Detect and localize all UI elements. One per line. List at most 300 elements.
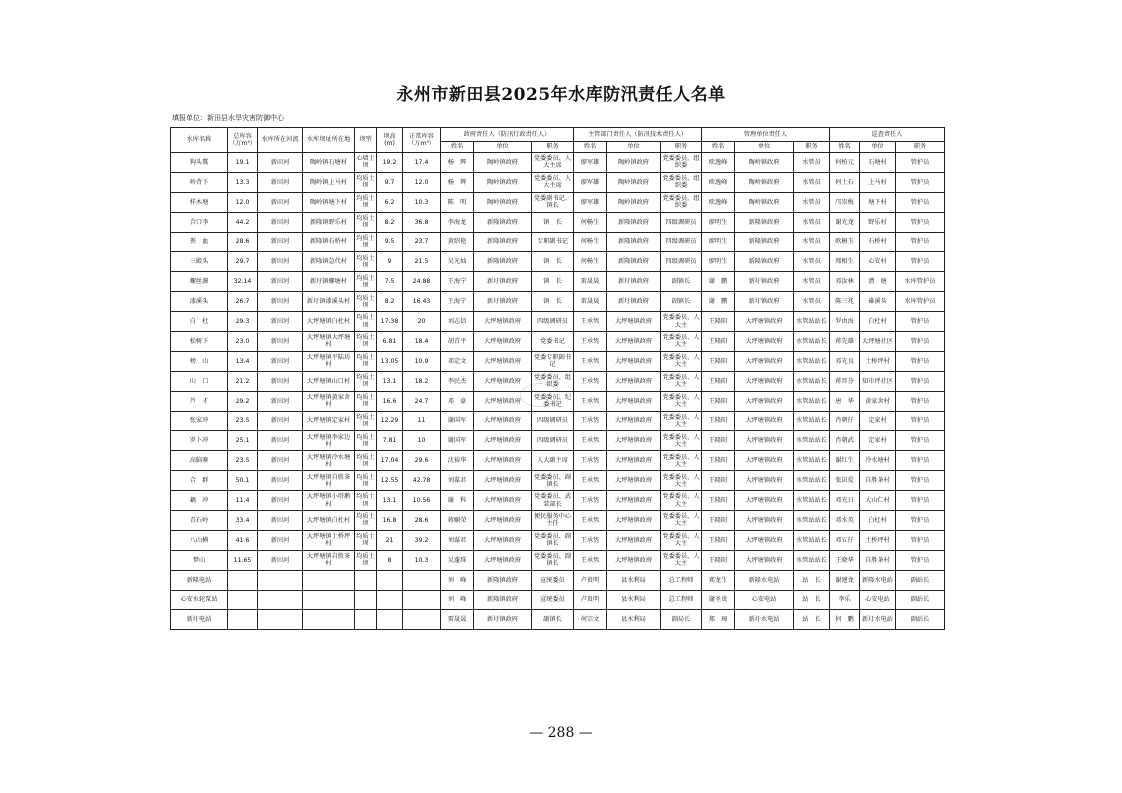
table-row (171, 431, 945, 451)
table-cell: 管护员 (896, 391, 945, 411)
table-cell: 刘谋君 (441, 471, 474, 491)
table-cell: 陶岭镇政府 (474, 192, 532, 212)
table-cell: 狗头冀 (171, 153, 228, 173)
table-cell: 新田河 (258, 391, 303, 411)
header-dept: 主管部门责任人（防汛技术责任人） (574, 128, 702, 142)
table-cell: 新圩镇政府 (735, 272, 794, 292)
table-cell: 23.5 (228, 451, 258, 471)
table-cell: 邝崇梅 (830, 192, 860, 212)
table-cell: 谢 鹏 (702, 272, 735, 292)
table-cell: 新田河 (258, 530, 303, 550)
table-cell: 16.43 (403, 292, 441, 312)
table-cell: 党委委员、人大主席 (532, 172, 574, 192)
table-cell: 水管员 (794, 232, 830, 252)
table-cell: 大坪塘镇政府 (735, 332, 794, 352)
table-cell: 水管站站长 (794, 371, 830, 391)
table-cell: 党委委员、人大主 (661, 351, 702, 371)
table-cell: 四级调研员 (532, 312, 574, 332)
table-cell: 大坪塘镇冷水塘村 (303, 451, 355, 471)
table-cell: 均质土坝 (355, 292, 377, 312)
table-cell: 党委委员、人大主 (661, 371, 702, 391)
table-cell: 杨 辉 (441, 172, 474, 192)
table-cell: 大坪塘镇政府 (735, 471, 794, 491)
table-row (171, 451, 945, 471)
table-cell: 新隆水电站 (735, 570, 794, 590)
table-cell: 党委委员、组织委 (661, 172, 702, 192)
table-cell: 大坪塘镇政府 (735, 312, 794, 332)
table-cell: 41.6 (228, 530, 258, 550)
table-cell: 管护员 (896, 511, 945, 531)
table-cell: 高脑寨 (171, 451, 228, 471)
table-row (171, 252, 945, 272)
table-cell: 新田河 (258, 451, 303, 471)
table-cell: 管护员 (896, 530, 945, 550)
table-cell: 28.6 (403, 511, 441, 531)
table-cell: 大坪塘镇政府 (607, 411, 661, 431)
table-cell: 蒋先雄 (830, 332, 860, 352)
table-cell (355, 570, 377, 590)
table-cell: 党委委员、组织委 (661, 153, 702, 173)
table-cell (258, 590, 303, 610)
table-cell: 23.7 (403, 232, 441, 252)
table-cell: 9.5 (377, 232, 403, 252)
table-cell: 邓 豪 (441, 391, 474, 411)
table-cell: 大坪塘镇政府 (474, 351, 532, 371)
table-cell: 大坪塘镇政府 (607, 312, 661, 332)
table-cell: 42.78 (403, 471, 441, 491)
table-cell: 12.55 (377, 471, 403, 491)
table-cell: 廖明生 (702, 252, 735, 272)
table-cell: 均质土坝 (355, 232, 377, 252)
table-cell: 管护员 (896, 451, 945, 471)
table-row (171, 292, 945, 312)
table-cell: 均质土坝 (355, 312, 377, 332)
table-cell: 新圩镇政府 (474, 610, 532, 630)
table-cell: 副镇长 (661, 292, 702, 312)
table-cell: 24.88 (403, 272, 441, 292)
table-cell: 36.8 (403, 212, 441, 232)
table-cell: 均质土坝 (355, 411, 377, 431)
table-cell: 大坪塘镇政府 (735, 371, 794, 391)
header-capacity: 总库容（万m³） (228, 128, 258, 153)
header-name: 水库名称 (171, 128, 228, 153)
table-cell: 便民服务中心主任 (532, 511, 574, 531)
table-cell (377, 570, 403, 590)
table-cell: 王承隽 (574, 530, 607, 550)
table-cell: 定家村 (860, 431, 896, 451)
table-cell: 肖朝仔 (830, 411, 860, 431)
header-mgmt: 管理单位责任人 (702, 128, 830, 142)
table-cell: 大坪塘镇自胜茶村 (303, 471, 355, 491)
table-cell: 罗卜冲 (171, 431, 228, 451)
table-cell: 新田河 (258, 192, 303, 212)
table-cell: 何柏元 (830, 153, 860, 173)
table-cell: 党委委员、副镇长 (532, 550, 574, 570)
table-cell: 何宗文 (574, 610, 607, 630)
table-cell: 新圩镇政府 (474, 272, 532, 292)
table-cell: 13.05 (377, 351, 403, 371)
table-cell (228, 590, 258, 610)
table-cell: 碓溪头 (860, 292, 896, 312)
table-cell: 岭背下 (171, 172, 228, 192)
table-cell: 水管站站长 (794, 391, 830, 411)
header-height: 坝高(m) (377, 128, 403, 153)
table-cell: 梦山 (171, 550, 228, 570)
table-cell: 均质土坝 (355, 431, 377, 451)
table-cell: 王承隽 (574, 312, 607, 332)
table-cell: 黄绍艳 (441, 232, 474, 252)
table-cell: 党委委员、人大主 (661, 530, 702, 550)
table-cell: 王承隽 (574, 511, 607, 531)
subheader-unit: 单位 (474, 142, 532, 153)
table-cell: 29.7 (228, 252, 258, 272)
table-cell: 大坪塘镇政府 (474, 451, 532, 471)
table-cell: 管护员 (896, 212, 945, 232)
table-cell: 20 (403, 312, 441, 332)
table-row (171, 351, 945, 371)
table-cell: 水管员 (794, 212, 830, 232)
table-cell: 新田河 (258, 471, 303, 491)
page-number: — 288 — (529, 725, 593, 741)
table-cell: 谢国军 (441, 411, 474, 431)
table-cell: 新隆水电站 (860, 570, 896, 590)
table-cell: 管护员 (896, 172, 945, 192)
table-cell: 县水利局 (607, 610, 661, 630)
table-cell: 均质土坝 (355, 172, 377, 192)
subheader-unit: 单位 (735, 142, 794, 153)
table-cell: 10.56 (403, 491, 441, 511)
table-cell: 石桥村 (860, 232, 896, 252)
table-cell: 心安电站 (735, 590, 794, 610)
table-cell: 副镇长 (532, 610, 574, 630)
table-cell: 王隆阳 (702, 391, 735, 411)
table-cell: 均质土坝 (355, 252, 377, 272)
table-cell: 新圩电站 (171, 610, 228, 630)
table-body (171, 153, 945, 630)
table-cell: 管护员 (896, 232, 945, 252)
table-cell: 25.1 (228, 431, 258, 451)
table-cell: 四级调研员 (532, 431, 574, 451)
table-cell: 新田河 (258, 252, 303, 272)
subheader-post: 职务 (532, 142, 574, 153)
table-cell: 水管员 (794, 153, 830, 173)
table-row (171, 192, 945, 212)
table-cell: 党委委员、人大主 (661, 411, 702, 431)
table-cell: 陶岭镇政府 (607, 153, 661, 173)
table-cell: 大坪塘镇政府 (607, 530, 661, 550)
table-cell: 大坪塘镇政府 (474, 371, 532, 391)
table-cell: 18.4 (403, 332, 441, 352)
table-cell: 新隆镇政府 (474, 212, 532, 232)
table-cell: 八山横 (171, 530, 228, 550)
table-cell: 邓五仔 (830, 530, 860, 550)
table-cell (403, 590, 441, 610)
table-cell: 宣统委员 (532, 570, 574, 590)
table-cell: 王隆阳 (702, 550, 735, 570)
table-cell: 大坪塘镇小塔鹅村 (303, 491, 355, 511)
table-cell: 13.3 (228, 172, 258, 192)
table-cell: 党委委员、人大主 (661, 312, 702, 332)
table-cell: 均质土坝 (355, 451, 377, 471)
table-cell: 副站长 (896, 610, 945, 630)
table-cell: 人大副主席 (532, 451, 574, 471)
table-cell (303, 590, 355, 610)
table-cell: 党委委员、纪委书记 (532, 391, 574, 411)
table-cell: 大山仁村 (860, 491, 896, 511)
table-cell: 党委委员、人大主 (661, 332, 702, 352)
table-cell: 大坪塘镇政府 (735, 391, 794, 411)
table-cell: 粪 血 (171, 232, 228, 252)
table-cell: 副站长 (896, 590, 945, 610)
table-cell: 雷晟晟 (441, 610, 474, 630)
table-cell: 23.5 (228, 411, 258, 431)
table-cell: 大坪塘镇政府 (474, 471, 532, 491)
table-cell: 33.4 (228, 511, 258, 531)
table-cell: 卢贵明 (574, 590, 607, 610)
table-cell: 心安电站 (860, 590, 896, 610)
table-cell: 样木塘 (171, 192, 228, 212)
table-cell: 王隆阳 (702, 371, 735, 391)
table-row (171, 590, 945, 610)
table-cell: 23.0 (228, 332, 258, 352)
table-cell: 吴光灿 (441, 252, 474, 272)
table-cell: 藕 冲 (171, 491, 228, 511)
table-cell: 32.14 (228, 272, 258, 292)
table-cell: 均质土坝 (355, 192, 377, 212)
table-cell: 四级调研员 (661, 212, 702, 232)
table-cell: 大坪塘镇政府 (607, 491, 661, 511)
table-cell: 大坪塘社区 (860, 332, 896, 352)
table-cell: 杨 辉 (441, 153, 474, 173)
table-cell: 11.4 (228, 491, 258, 511)
table-cell: 新隆镇政府 (735, 212, 794, 232)
table-cell: 郑龙生 (702, 570, 735, 590)
table-cell: 雷晟晟 (574, 292, 607, 312)
table-cell: 大坪塘镇白杜村 (303, 312, 355, 332)
table-cell: 新圩镇政府 (735, 292, 794, 312)
table-cell: 四级调研员 (661, 232, 702, 252)
table-cell: 新田河 (258, 431, 303, 451)
table-cell: 大坪塘镇政府 (735, 511, 794, 531)
table-cell: 水管站站长 (794, 491, 830, 511)
table-cell: 大坪塘镇政府 (607, 391, 661, 411)
table-cell: 大坪塘镇政府 (735, 550, 794, 570)
table-cell: 王隆阳 (702, 451, 735, 471)
table-cell: 邓水英 (830, 511, 860, 531)
table-cell: 8 (377, 550, 403, 570)
table-cell: 均质土坝 (355, 351, 377, 371)
table-cell: 石塘村 (860, 153, 896, 173)
table-cell (377, 590, 403, 610)
table-cell: 李乐 (830, 590, 860, 610)
table-cell: 新田河 (258, 153, 303, 173)
table-cell: 均质土坝 (355, 530, 377, 550)
table-cell: 欧逸峰 (702, 192, 735, 212)
table-cell: 党委委员、组织委 (661, 192, 702, 212)
table-cell (403, 570, 441, 590)
table-cell: 大坪塘镇政府 (607, 471, 661, 491)
table-cell: 谢圣贵 (702, 590, 735, 610)
table-cell: 廖明生 (702, 212, 735, 232)
table-cell: 白 杜 (171, 312, 228, 332)
table-cell: 陶岭镇上马村 (303, 172, 355, 192)
table-cell: 新隆镇急代村 (303, 252, 355, 272)
table-cell: 合口李 (171, 212, 228, 232)
table-cell: 陶岭镇政府 (474, 153, 532, 173)
subheader-unit: 单位 (860, 142, 896, 153)
table-cell: 党委委员、人大主 (661, 491, 702, 511)
table-cell: 10.3 (403, 192, 441, 212)
table-row (171, 610, 945, 630)
table-cell: 陈 明 (441, 192, 474, 212)
table-cell: 黄家舍村 (860, 391, 896, 411)
header-river: 水库所在河流 (258, 128, 303, 153)
table-cell: 螺丝源 (171, 272, 228, 292)
table-cell: 大坪塘镇政府 (474, 431, 532, 451)
table-cell: 刘志信 (441, 312, 474, 332)
table-cell: 郑相生 (830, 252, 860, 272)
table-cell: 大坪塘镇政府 (474, 530, 532, 550)
table-cell: 17.4 (403, 153, 441, 173)
filler-unit: 填报单位：新田县水旱灾害防御中心 (172, 114, 284, 122)
table-cell: 欧逸峰 (702, 172, 735, 192)
table-cell: 21 (377, 530, 403, 550)
table-cell: 邓定文 (441, 351, 474, 371)
table-cell: 管护员 (896, 351, 945, 371)
table-cell: 王隆阳 (702, 511, 735, 531)
header-gov: 政府责任人（防汛行政责任人） (441, 128, 574, 142)
table-cell: 12.0 (403, 172, 441, 192)
table-cell (403, 610, 441, 630)
table-cell (258, 570, 303, 590)
table-cell: 新田河 (258, 332, 303, 352)
table-cell: 党委书记 (532, 332, 574, 352)
table-cell: 大坪塘镇政府 (607, 431, 661, 451)
table-cell: 自胜茶村 (860, 550, 896, 570)
table-cell: 水管站站长 (794, 411, 830, 431)
table-cell: 总工程师 (661, 570, 702, 590)
table-cell: 心安水轮泵站 (171, 590, 228, 610)
table-cell: 18.2 (403, 371, 441, 391)
table-cell: 合 群 (171, 471, 228, 491)
table-cell: 刘 峰 (441, 570, 474, 590)
table-cell: 29.2 (228, 391, 258, 411)
table-cell: 党委委员、人大主 (661, 550, 702, 570)
table-cell: 罗由海 (830, 312, 860, 332)
table-cell: 大坪塘镇政府 (474, 550, 532, 570)
table-cell: 大坪塘镇李家边村 (303, 431, 355, 451)
table-cell: 宣统委员 (532, 590, 574, 610)
table-cell: 张家冲 (171, 411, 228, 431)
table-cell: 水管员 (794, 272, 830, 292)
table-cell: 王承隽 (574, 451, 607, 471)
table-cell: 党委委员、人大主 (661, 391, 702, 411)
table-cell: 党委委员、人大主 (661, 471, 702, 491)
table-cell: 镇 长 (532, 272, 574, 292)
table-cell: 王承隽 (574, 411, 607, 431)
table-cell: 均质土坝 (355, 471, 377, 491)
table-cell: 水管站站长 (794, 550, 830, 570)
table-cell: 站 长 (794, 570, 830, 590)
table-cell: 王承隽 (574, 371, 607, 391)
table-cell: 土桥坪村 (860, 530, 896, 550)
table-cell: 管护员 (896, 471, 945, 491)
table-cell: 刘 峰 (441, 590, 474, 610)
table-cell (258, 610, 303, 630)
table-cell: 王晓华 (830, 550, 860, 570)
table-row (171, 172, 945, 192)
table-cell (355, 610, 377, 630)
table-cell: 大坪塘镇黄家舍村 (303, 391, 355, 411)
table-cell: 水管员 (794, 172, 830, 192)
table-cell: 均质土坝 (355, 550, 377, 570)
table-cell: 王隆阳 (702, 351, 735, 371)
header-location: 水库坝址所在地 (303, 128, 355, 153)
table-cell: 王隆阳 (702, 491, 735, 511)
table-cell: 廖明生 (702, 232, 735, 252)
table-row (171, 232, 945, 252)
table-cell: 党委委员、组织委 (532, 371, 574, 391)
table-cell: 新圩镇政府 (474, 292, 532, 312)
table-cell: 心墙土坝 (355, 153, 377, 173)
table-cell: 新隆镇石桥村 (303, 232, 355, 252)
table-cell: 副站长 (896, 570, 945, 590)
table-cell: 野乐村 (860, 212, 896, 232)
table-cell (303, 610, 355, 630)
table-cell: 8.2 (377, 212, 403, 232)
table-cell: 新圩镇漆溪头村 (303, 292, 355, 312)
responsibility-table (170, 127, 945, 630)
table-cell: 13.1 (377, 491, 403, 511)
page-title: 永州市新田县2025年水库防汛责任人名单 (396, 85, 726, 105)
table-cell: 水管站站长 (794, 471, 830, 491)
table-row (171, 153, 945, 173)
subheader-post: 职务 (794, 142, 830, 153)
table-cell: 廖军雄 (574, 153, 607, 173)
table-cell: 新田河 (258, 272, 303, 292)
table-cell: 19.2 (377, 153, 403, 173)
table-cell: 陶岭镇政府 (607, 172, 661, 192)
table-cell: 党委委员、人大主 (661, 431, 702, 451)
table-cell: 新隆镇政府 (474, 252, 532, 272)
table-cell: 新田河 (258, 212, 303, 232)
table-cell: 大坪塘镇政府 (735, 491, 794, 511)
table-cell: 9.7 (377, 172, 403, 192)
table-cell: 新田河 (258, 172, 303, 192)
table-cell: 29.3 (228, 312, 258, 332)
table-cell: 王承隽 (574, 391, 607, 411)
table-cell: 廖军雄 (574, 192, 607, 212)
table-cell: 大坪塘镇政府 (735, 411, 794, 431)
table-cell: 知市坪社区 (860, 371, 896, 391)
table-cell: 党委副书记、镇长 (532, 192, 574, 212)
table-cell: 新隆镇政府 (474, 232, 532, 252)
table-cell: 王海宁 (441, 272, 474, 292)
table-cell (377, 610, 403, 630)
table-cell: 大坪塘镇平陆坊村 (303, 351, 355, 371)
table-cell: 陶岭镇政府 (735, 172, 794, 192)
table-cell: 水库管护员 (896, 272, 945, 292)
table-cell (303, 570, 355, 590)
table-cell: 大坪塘镇政府 (735, 451, 794, 471)
table-cell: 专职副书记 (532, 232, 574, 252)
table-cell: 王承隽 (574, 431, 607, 451)
table-cell: 漕 塘 (860, 272, 896, 292)
table-cell: 谢 鹏 (702, 292, 735, 312)
table-cell: 漆溪头 (171, 292, 228, 312)
table-cell: 廖军雄 (574, 172, 607, 192)
table-cell: 24.7 (403, 391, 441, 411)
